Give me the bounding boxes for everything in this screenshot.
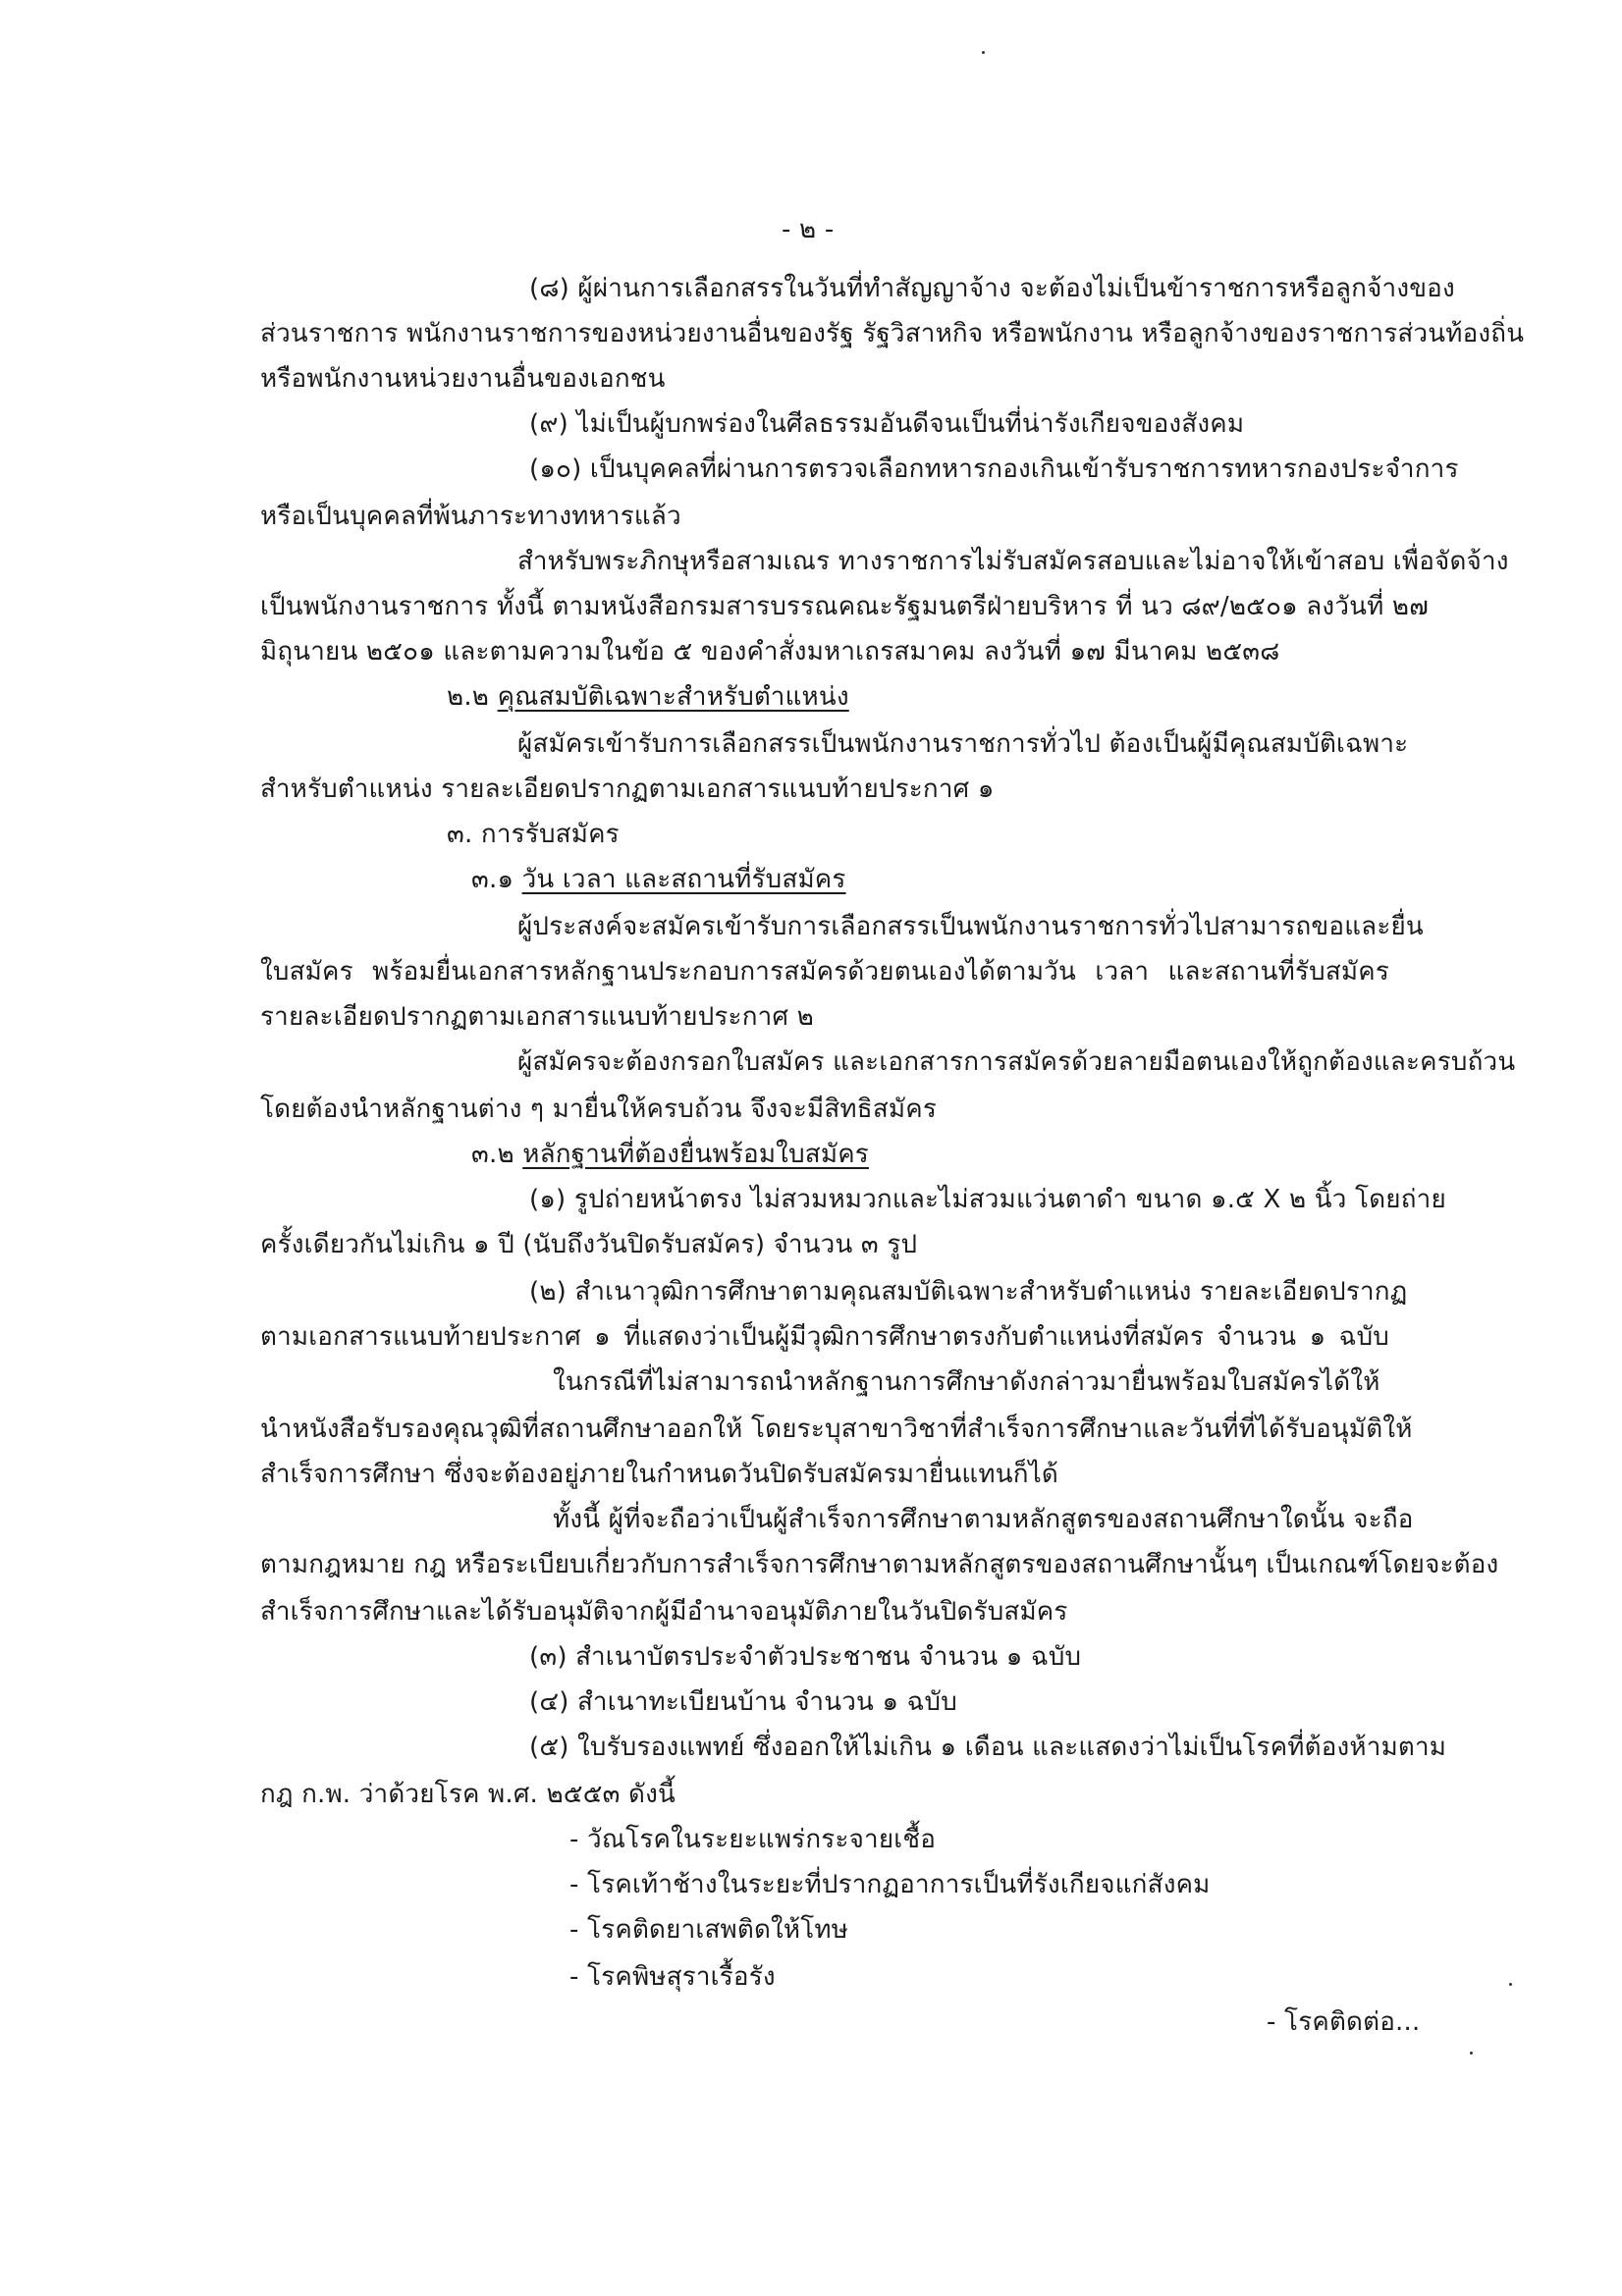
text-line: ใบสมัคร พร้อมยื่นเอกสารหลักฐานประกอบการสมัครด้วยตนเองได้ตามวัน เวลา และสถานที่รับสมัคร bbox=[260, 957, 1389, 987]
text-line: (๘) ผู้ผ่านการเลือกสรรในวันที่ทำสัญญาจ้าง จะต้องไม่เป็นข้าราชการหรือลูกจ้างของ bbox=[529, 274, 1455, 303]
text-line: ครั้งเดียวกันไม่เกิน ๑ ปี (นับถึงวันปิดรับสมัคร) จำนวน ๓ รูป bbox=[260, 1230, 918, 1259]
list-item: - โรคเท้าช้างในระยะที่ปรากฏอาการเป็นที่รังเกียจแก่สังคม bbox=[569, 1870, 1211, 1899]
scan-speck bbox=[1470, 2052, 1473, 2055]
scan-speck bbox=[982, 51, 985, 54]
text-line: (๑) รูปถ่ายหน้าตรง ไม่สวมหมวกและไม่สวมแว่นตาดำ ขนาด ๑.๕ X ๒ นิ้ว โดยถ่าย bbox=[529, 1185, 1446, 1214]
page-number: - ๒ - bbox=[782, 215, 835, 244]
text-line: เป็นพนักงานราชการ ทั้งนี้ ตามหนังสือกรมสารบรรณคณะรัฐมนตรีฝ่ายบริหาร ที่ นว ๘๙/๒๕๐๑ ลงวันที่ ๒๗ bbox=[260, 592, 1429, 621]
section-heading: ๓. การรับสมัคร bbox=[447, 820, 620, 849]
text-line: กฎ ก.พ. ว่าด้วยโรค พ.ศ. ๒๕๕๓ ดังนี้ bbox=[260, 1780, 676, 1809]
text-line: ผู้สมัครจะต้องกรอกใบสมัคร และเอกสารการสมัครด้วยลายมือตนเองให้ถูกต้องและครบถ้วน bbox=[517, 1047, 1516, 1077]
text-line: ผู้ประสงค์จะสมัครเข้ารับการเลือกสรรเป็นพนักงานราชการทั่วไปสามารถขอและยื่น bbox=[517, 912, 1424, 941]
section-title: หลักฐานที่ต้องยื่นพร้อมใบสมัคร bbox=[522, 1140, 869, 1169]
scan-speck bbox=[1509, 1983, 1512, 1986]
text-line: สำเร็จการศึกษา ซึ่งจะต้องอยู่ภายในกำหนดวันปิดรับสมัครมายื่นแทนก็ได้ bbox=[260, 1460, 1058, 1489]
text-line: หรือพนักงานหน่วยงานอื่นของเอกชน bbox=[260, 364, 666, 394]
list-item: - โรคพิษสุราเรื้อรัง bbox=[569, 1962, 776, 1992]
list-item: - วัณโรคในระยะแพร่กระจายเชื้อ bbox=[569, 1825, 937, 1854]
text-line: สำหรับพระภิกษุหรือสามเณร ทางราชการไม่รับสมัครสอบและไม่อาจให้เข้าสอบ เพื่อจัดจ้าง bbox=[517, 547, 1509, 576]
text-line: สำเร็จการศึกษาและได้รับอนุมัติจากผู้มีอำนาจอนุมัติภายในวันปิดรับสมัคร bbox=[260, 1597, 1068, 1627]
text-line: มิถุนายน ๒๕๐๑ และตามความในข้อ ๕ ของคำสั่งมหาเถรสมาคม ลงวันที่ ๑๗ มีนาคม ๒๕๓๘ bbox=[260, 637, 1280, 667]
text-line: สำหรับตำแหน่ง รายละเอียดปรากฏตามเอกสารแนบท้ายประกาศ ๑ bbox=[260, 774, 995, 804]
text-line: (๓) สำเนาบัตรประจำตัวประชาชน จำนวน ๑ ฉบับ bbox=[529, 1642, 1082, 1672]
text-line: ตามกฎหมาย กฎ หรือระเบียบเกี่ยวกับการสำเร็จการศึกษาตามหลักสูตรของสถานศึกษานั้นๆ เป็นเกณฑ์โดยจะต้อง bbox=[260, 1550, 1499, 1579]
text-line: ส่วนราชการ พนักงานราชการของหน่วยงานอื่นของรัฐ รัฐวิสาหกิจ หรือพนักงาน หรือลูกจ้างของราชการส่วนท้องถิ่น bbox=[260, 319, 1525, 348]
section-number: ๓.๑ bbox=[471, 865, 522, 894]
text-line: นำหนังสือรับรองคุณวุฒิที่สถานศึกษาออกให้ โดยระบุสาขาวิชาที่สำเร็จการศึกษาและวันที่ที่ได้รับอนุมัติให้ bbox=[260, 1415, 1413, 1444]
section-heading bbox=[447, 679, 849, 715]
text-line: (๒) สำเนาวุฒิการศึกษาตามคุณสมบัติเฉพาะสำหรับตำแหน่ง รายละเอียดปรากฏ bbox=[529, 1277, 1408, 1307]
text-line: ตามเอกสารแนบท้ายประกาศ ๑ ที่แสดงว่าเป็นผู้มีวุฒิการศึกษาตรงกับตำแหน่งที่สมัคร จำนวน ๑ ฉบับ bbox=[260, 1322, 1389, 1352]
section-number: ๓.๒ bbox=[471, 1140, 523, 1169]
text-line: ในกรณีที่ไม่สามารถนำหลักฐานการศึกษาดังกล่าวมายื่นพร้อมใบสมัครได้ให้ bbox=[553, 1367, 1380, 1397]
section-title: คุณสมบัติเฉพาะสำหรับตำแหน่ง bbox=[497, 682, 849, 712]
subsection-heading bbox=[471, 862, 846, 897]
continuation-footer: - โรคติดต่อ... bbox=[1267, 2007, 1421, 2037]
text-line: (๔) สำเนาทะเบียนบ้าน จำนวน ๑ ฉบับ bbox=[529, 1687, 957, 1717]
section-title: วัน เวลา และสถานที่รับสมัคร bbox=[521, 865, 846, 894]
list-item: - โรคติดยาเสพติดให้โทษ bbox=[569, 1915, 849, 1945]
text-line: ผู้สมัครเข้ารับการเลือกสรรเป็นพนักงานราชการทั่วไป ต้องเป็นผู้มีคุณสมบัติเฉพาะ bbox=[517, 729, 1409, 759]
text-line: (๕) ใบรับรองแพทย์ ซึ่งออกให้ไม่เกิน ๑ เดือน และแสดงว่าไม่เป็นโรคที่ต้องห้ามตาม bbox=[529, 1733, 1447, 1762]
text-line: รายละเอียดปรากฏตามเอกสารแนบท้ายประกาศ ๒ bbox=[260, 1002, 814, 1032]
section-number: ๒.๒ bbox=[447, 682, 498, 712]
text-line: (๙) ไม่เป็นผู้บกพร่องในศีลธรรมอันดีจนเป็นที่น่ารังเกียจของสังคม bbox=[529, 409, 1245, 439]
text-line: หรือเป็นบุคคลที่พ้นภาระทางทหารแล้ว bbox=[260, 502, 681, 531]
text-line: (๑๐) เป็นบุคคลที่ผ่านการตรวจเลือกทหารกองเกินเข้ารับราชการทหารกองประจำการ bbox=[529, 454, 1459, 484]
text-line: ทั้งนี้ ผู้ที่จะถือว่าเป็นผู้สำเร็จการศึกษาตามหลักสูตรของสถานศึกษาใดนั้น จะถือ bbox=[553, 1505, 1414, 1534]
text-line: โดยต้องนำหลักฐานต่าง ๆ มายื่นให้ครบถ้วน จึงจะมีสิทธิสมัคร bbox=[260, 1095, 937, 1124]
subsection-heading bbox=[471, 1137, 869, 1172]
